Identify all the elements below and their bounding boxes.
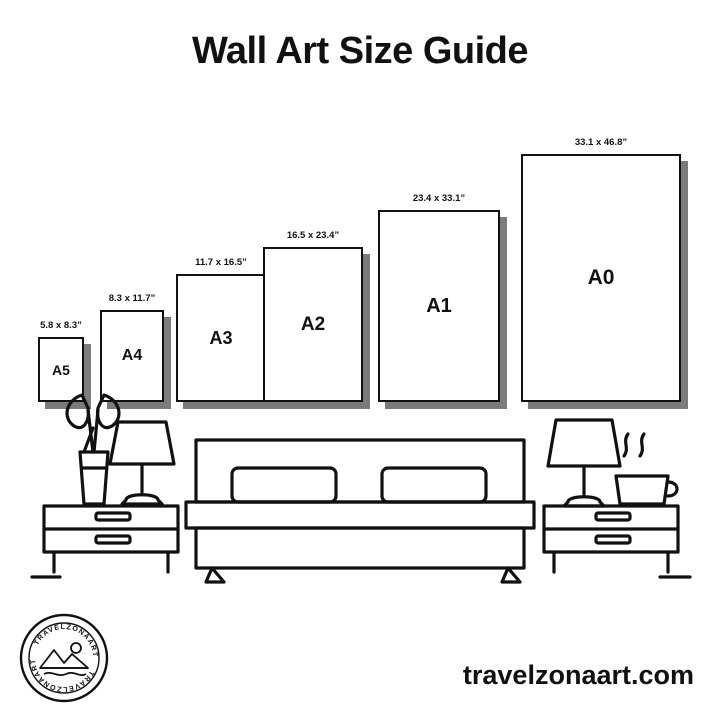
frame-a1: [378, 210, 500, 402]
size-dimensions-a0: 33.1 x 46.8”: [574, 137, 628, 148]
frame-label-a5: A5: [52, 361, 70, 378]
size-dimensions-a3: 11.7 x 16.5”: [195, 257, 247, 268]
size-item-a2: [263, 225, 363, 402]
frame-a2: [263, 247, 363, 402]
frame-a0: [521, 154, 681, 402]
size-chart: [0, 112, 720, 402]
bedroom-svg: [0, 380, 720, 610]
coffee-mug: [616, 434, 677, 504]
website-url: travelzonaart.com: [462, 660, 694, 690]
size-dimensions-a5: 5.8 x 8.3”: [40, 320, 82, 331]
bed: [186, 440, 534, 582]
brand-logo: [18, 612, 110, 704]
size-dimensions-a4: 8.3 x 11.7”: [108, 293, 156, 304]
left-nightstand: [44, 506, 178, 572]
frame-label-a1: A1: [426, 294, 452, 317]
svg-text:TRAVELZONAART: [28, 658, 96, 694]
size-dimensions-a2: 16.5 x 23.4”: [286, 230, 340, 241]
size-item-a1: [378, 188, 500, 402]
left-lamp: [110, 422, 174, 504]
frame-label-a4: A4: [121, 347, 143, 364]
logo-text-bottom: TRAVELZONAART: [27, 658, 97, 695]
size-item-a0: [521, 132, 681, 402]
right-nightstand: [544, 506, 678, 572]
svg-text:TRAVELZONAART: [32, 622, 100, 658]
size-dimensions-a1: 23.4 x 33.1”: [412, 193, 466, 204]
frame-label-a0: A0: [587, 266, 615, 289]
bedroom-illustration: [0, 380, 720, 610]
logo-text-top: TRAVELZONAART: [31, 621, 101, 658]
frame-label-a2: A2: [300, 313, 326, 335]
brand-logo-svg: [18, 612, 110, 704]
page-title: Wall Art Size Guide: [191, 30, 529, 72]
frame-label-a3: A3: [209, 327, 233, 348]
right-lamp: [548, 420, 620, 506]
